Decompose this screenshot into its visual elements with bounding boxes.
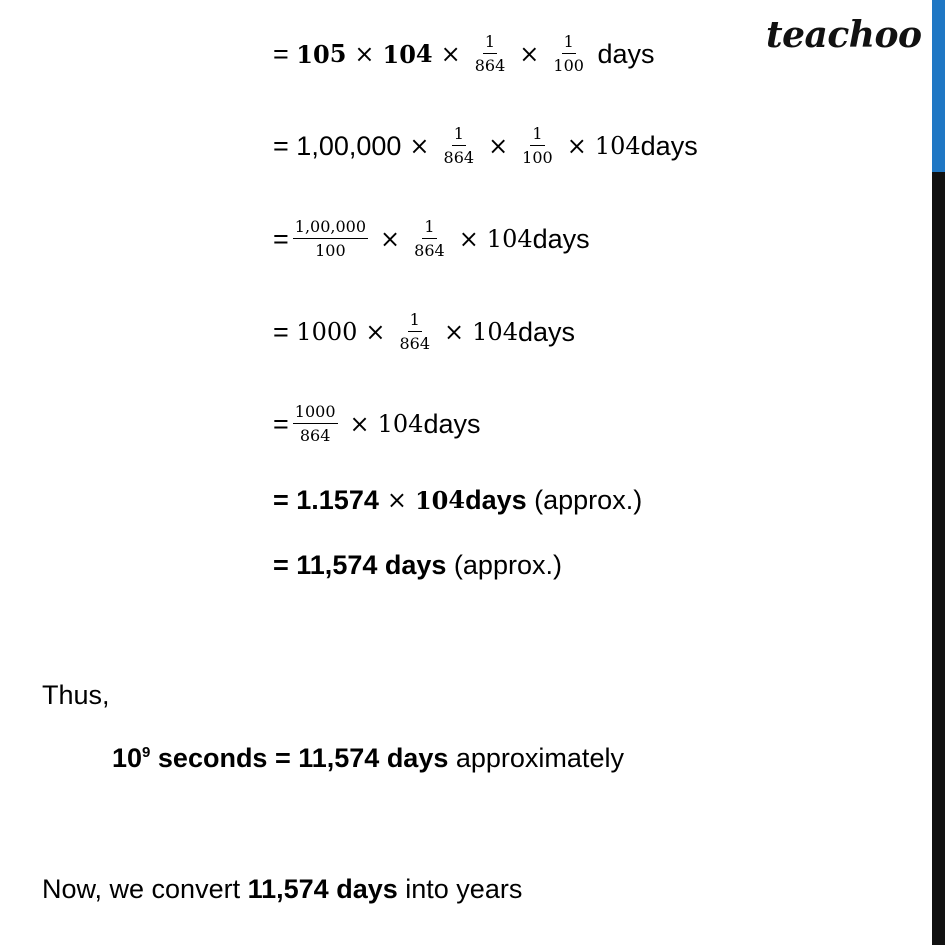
equation-line-1: = 10 5 × 10 4 × $\frac{1}{864}$ × $\frac{1}{100}$ days (273, 32, 655, 75)
times-sign: × (365, 318, 386, 346)
fraction (293, 404, 338, 444)
next-step-bold: 11,574 days (247, 874, 398, 904)
fraction (397, 312, 432, 352)
value: 1,00,000 (296, 130, 402, 161)
result-statement (112, 743, 624, 774)
denominator: 100 (315, 241, 346, 260)
equals-sign: = (273, 130, 289, 161)
times-sign: × (444, 318, 465, 346)
numerator: 1 (452, 126, 466, 146)
power-base: 10 (382, 39, 416, 69)
approx-note: (approx.) (453, 549, 562, 580)
thus-text: Thus, (42, 680, 110, 710)
times-sign: × (566, 132, 587, 160)
times-sign: × (458, 225, 479, 253)
equals-sign: = (273, 316, 289, 347)
approx-note: (approx.) (534, 484, 643, 515)
times-sign: × (386, 486, 407, 514)
equation-line-4: = 1000 × $\frac{1}{864}$ × 10 4 days (273, 310, 576, 353)
numerator: 1 (530, 126, 544, 146)
fraction (293, 219, 368, 259)
power-base: 10 (594, 132, 626, 160)
result-rest: approximately (455, 743, 624, 773)
next-step-pre: Now, we convert (42, 874, 241, 904)
times-sign: × (380, 225, 401, 253)
times-sign: × (349, 410, 370, 438)
unit-label: days (532, 223, 590, 254)
equation-line-3: = $\frac{1,00,000}{100}$ × $\frac{1}{864}$ × 10 4 days (273, 217, 590, 260)
times-sign: × (519, 40, 540, 68)
denominator: 864 (299, 426, 331, 445)
times-sign: × (488, 132, 509, 160)
power-base: 10 (472, 318, 503, 346)
result-base: 10 (112, 743, 143, 773)
numerator: 1,00,000 (293, 219, 368, 239)
unit-label: days (423, 408, 481, 439)
numerator: 1 (408, 312, 422, 332)
times-sign: × (440, 40, 461, 68)
approx-value: = 1.1574 (273, 484, 379, 515)
unit-label: days (597, 38, 655, 69)
fraction (442, 126, 477, 166)
numerator: 1 (422, 219, 436, 239)
teachoo-logo: teachoo (766, 14, 922, 56)
power-base: 10 (377, 410, 409, 438)
denominator: 864 (443, 148, 475, 167)
denominator: 864 (399, 334, 431, 353)
fraction (551, 34, 586, 74)
denominator: 864 (474, 56, 506, 75)
denominator: 100 (553, 56, 584, 75)
power-base: 10 (296, 39, 330, 69)
numerator: 1 (483, 34, 497, 54)
result-exponent: 9 (142, 744, 151, 761)
numerator: 1000 (293, 404, 338, 424)
equals-sign: = (273, 38, 289, 69)
next-step-post: into years (405, 874, 523, 904)
fraction (520, 126, 555, 166)
times-sign: × (354, 40, 375, 68)
approx-days: = 11,574 days (273, 549, 447, 580)
equation-line-2: = 1,00,000 × $\frac{1}{864}$ × $\frac{1}{100}$ × 10 4 days (273, 124, 698, 167)
fraction (473, 34, 508, 74)
next-step-text (42, 874, 522, 905)
unit-label: days (640, 130, 698, 161)
value: 1000 (296, 318, 358, 346)
fraction (412, 219, 447, 259)
equation-line-6: = 1.1574 × 10 4 days (approx.) (273, 484, 643, 515)
numerator: 1 (562, 34, 576, 54)
scrollbar-thumb[interactable] (932, 0, 945, 172)
denominator: 864 (414, 241, 445, 260)
equation-line-7 (273, 535, 562, 595)
equation-line-5: = $\frac{1000}{864}$ × 10 4 days (273, 402, 481, 445)
unit-label: days (465, 484, 527, 515)
denominator: 100 (522, 148, 553, 167)
unit-label: days (517, 316, 576, 347)
power-base: 10 (486, 225, 518, 253)
power-base: 10 (414, 485, 449, 515)
times-sign: × (409, 132, 430, 160)
result-bold: seconds = 11,574 days (157, 743, 449, 773)
equals-sign: = (273, 408, 289, 439)
equals-sign: = (273, 223, 289, 254)
